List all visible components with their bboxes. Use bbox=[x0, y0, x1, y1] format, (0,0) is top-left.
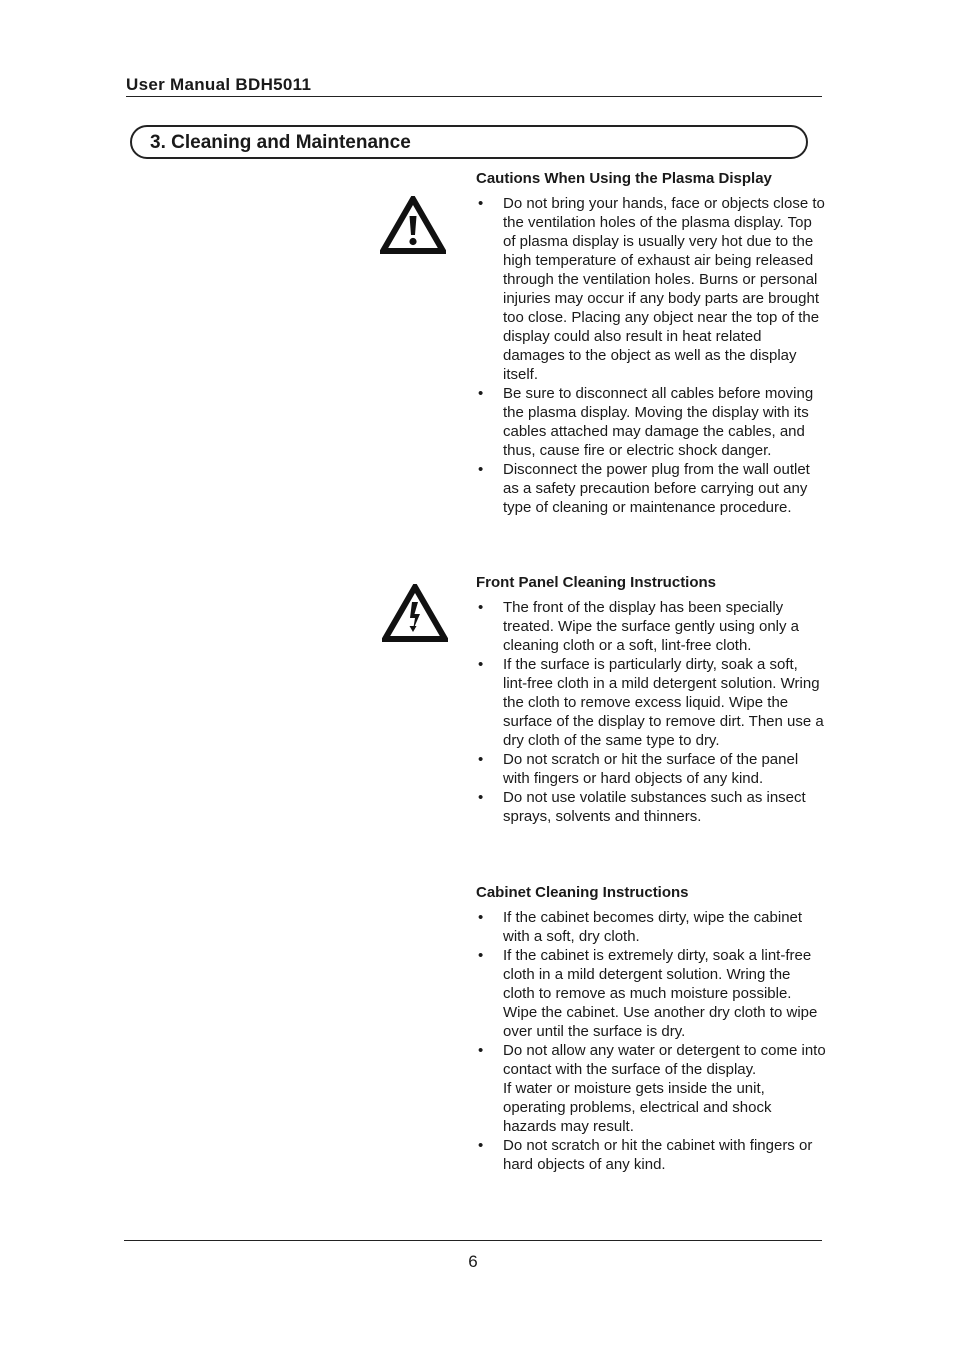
cautions-section bbox=[476, 169, 826, 517]
list-item: • The front of the display has been specially treated. Wipe the surface gently using only a cleaning cloth or a soft, lint-free cloth. bbox=[476, 598, 826, 655]
list-item: • Be sure to disconnect all cables before moving the plasma display. Moving the display with its cables attached may damage the cables, and thus, cause fire or electric shock danger. bbox=[476, 384, 826, 460]
manual-title: User Manual BDH5011 bbox=[126, 75, 312, 94]
cabinet-list bbox=[476, 908, 826, 1174]
page-number: 6 bbox=[468, 1252, 478, 1271]
list-item: • If the cabinet becomes dirty, wipe the cabinet with a soft, dry cloth. bbox=[476, 908, 826, 946]
cabinet-section bbox=[476, 883, 826, 1174]
document-header bbox=[126, 74, 822, 97]
list-item: • Do not allow any water or detergent to come into contact with the surface of the display. bbox=[476, 1041, 826, 1079]
footer-rule bbox=[124, 1240, 822, 1241]
cabinet-heading: Cabinet Cleaning Instructions bbox=[476, 884, 689, 901]
list-item-continuation: If water or moisture gets inside the unit, operating problems, electrical and shock hazards may result. bbox=[503, 1080, 772, 1135]
front-panel-list bbox=[476, 598, 826, 826]
warning-triangle-icon bbox=[380, 196, 446, 254]
list-item: • Do not bring your hands, face or objects close to the ventilation holes of the plasma display. Top of plasma display is usually very hot due to the high temperature of exhaust air being released through the ventilation holes. Burns or personal injuries may occur if any body parts are brought too close. Placing any object near the top of the display could also result in heat related damages to the object as well as the display itself. bbox=[476, 194, 826, 384]
list-item: • If the surface is particularly dirty, soak a soft, lint-free cloth in a mild detergent solution. Wring the cloth to remove excess liquid. Wipe the surface of the display to remove dirt. Then use a dry cloth of the same type to dry. bbox=[476, 655, 826, 750]
electric-shock-icon bbox=[382, 584, 448, 642]
cautions-list bbox=[476, 194, 826, 517]
front-panel-heading: Front Panel Cleaning Instructions bbox=[476, 574, 717, 591]
section-title-box bbox=[130, 125, 808, 159]
list-item: • Disconnect the power plug from the wall outlet as a safety precaution before carrying out any type of cleaning or maintenance procedure. bbox=[476, 460, 826, 517]
list-item: • Do not scratch or hit the surface of the panel with fingers or hard objects of any kind. bbox=[476, 750, 826, 788]
front-panel-section bbox=[476, 573, 826, 826]
list-item: • If the cabinet is extremely dirty, soak a lint-free cloth in a mild detergent solution. Wring the cloth to remove as much moisture possible. Wipe the cabinet. Use another dry cloth to wipe over until the surface is dry. bbox=[476, 946, 826, 1041]
list-item: • Do not scratch or hit the cabinet with fingers or hard objects of any kind. bbox=[476, 1136, 826, 1174]
list-item: • Do not use volatile substances such as insect sprays, solvents and thinners. bbox=[476, 788, 826, 826]
cautions-heading: Cautions When Using the Plasma Display bbox=[476, 170, 772, 187]
section-title: 3. Cleaning and Maintenance bbox=[150, 132, 411, 153]
